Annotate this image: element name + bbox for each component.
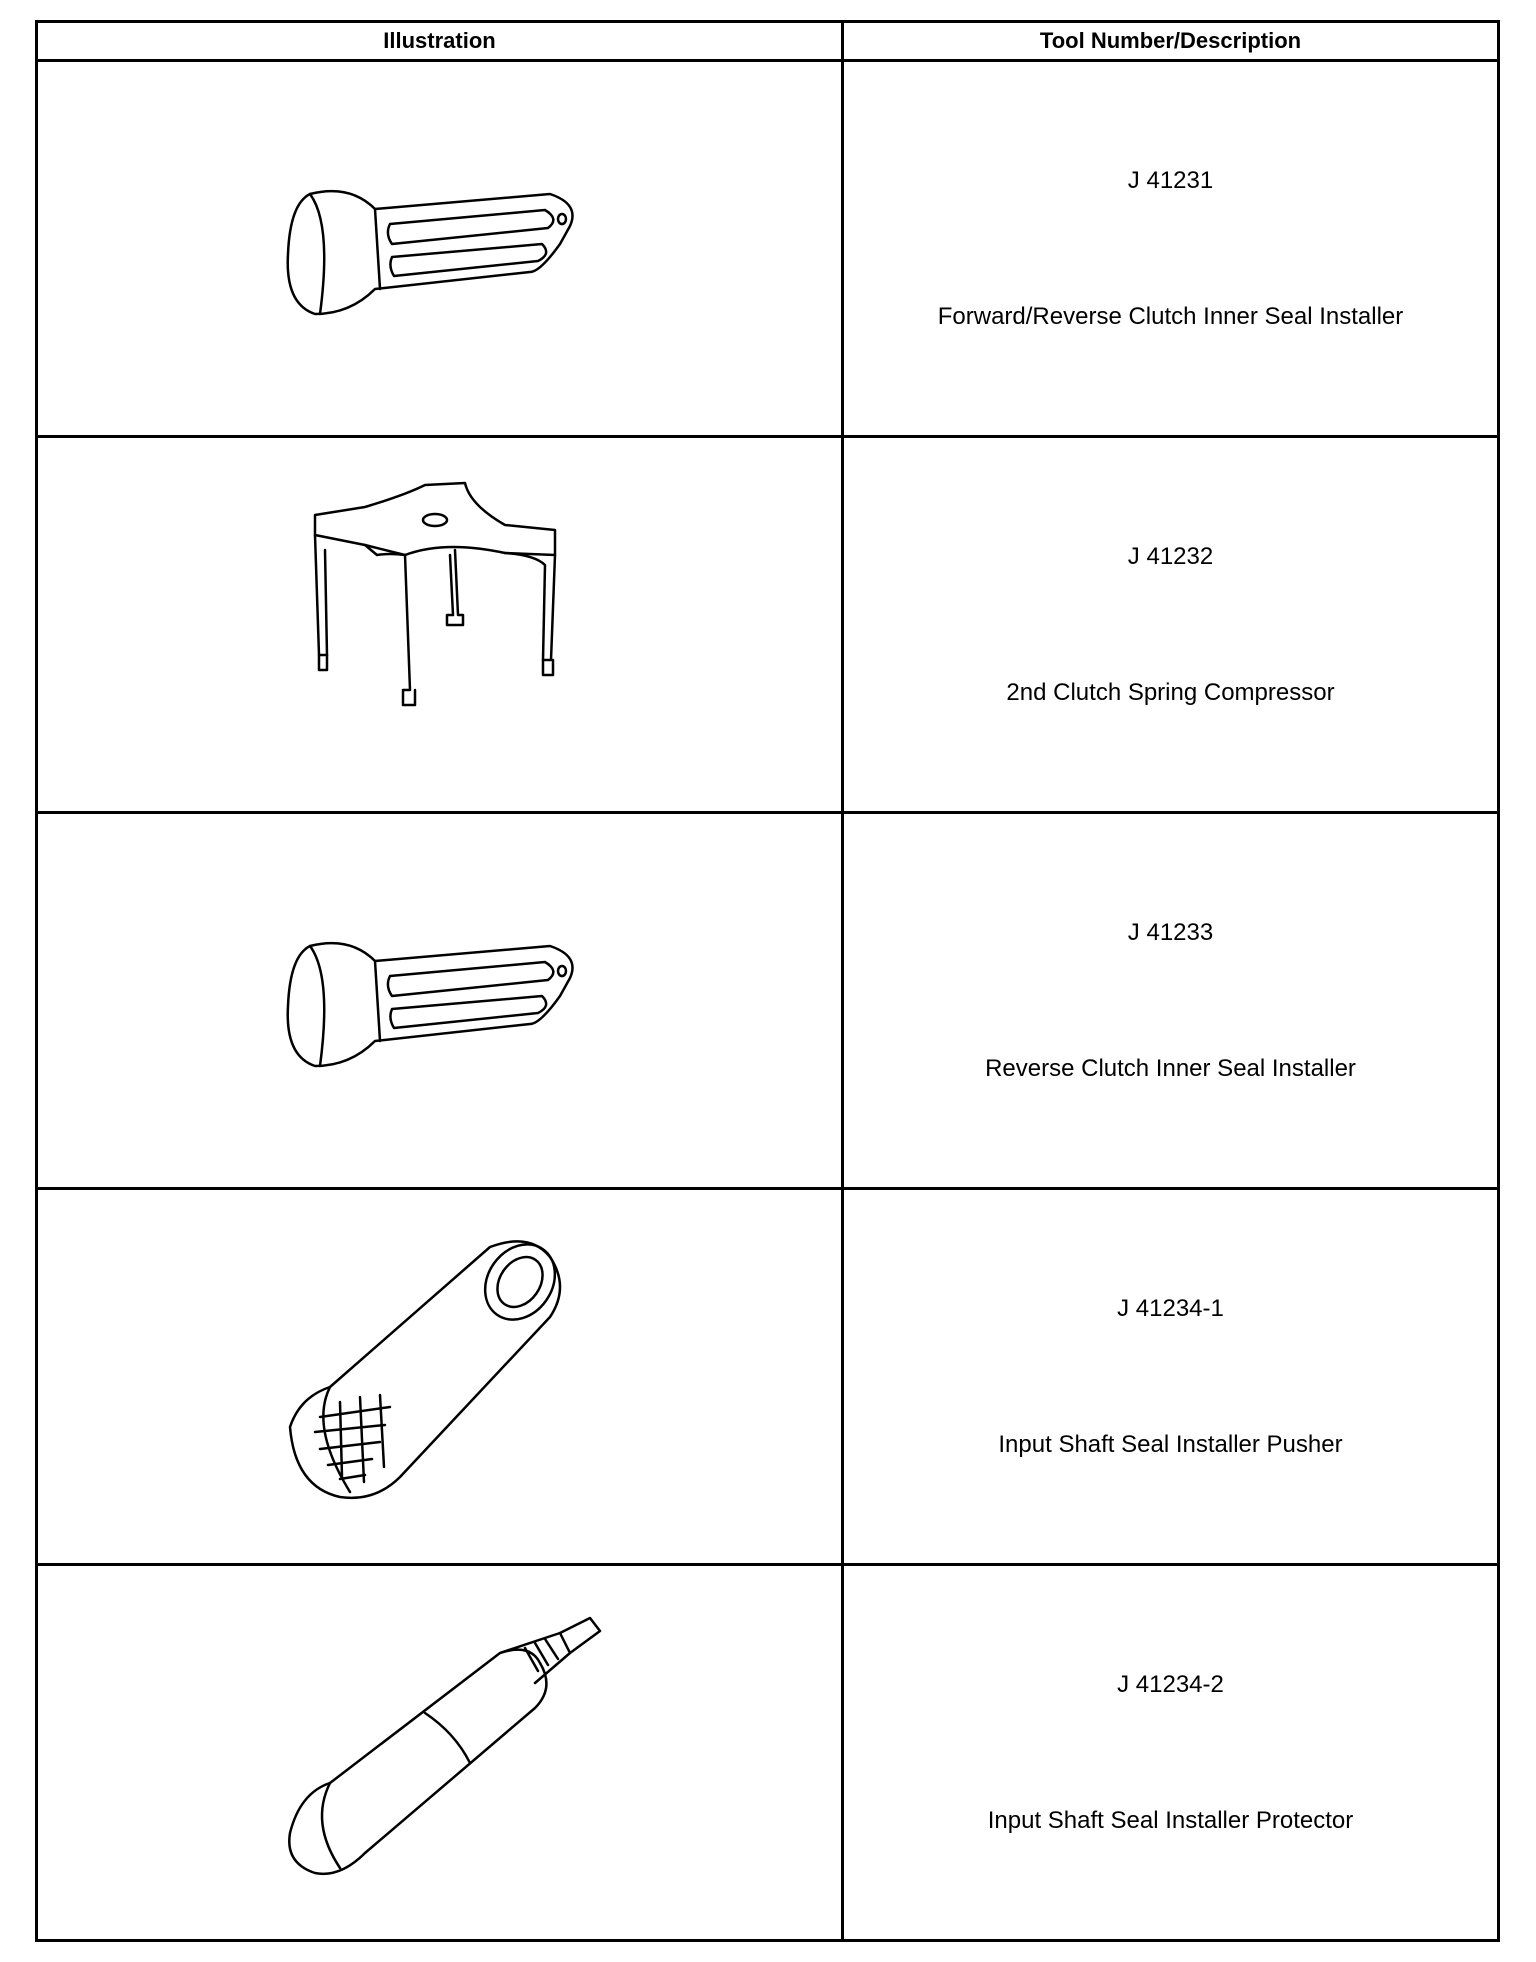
tool-number: J 41233 <box>1127 918 1214 946</box>
tool-info-cell <box>843 1189 1499 1565</box>
table-row <box>37 1565 1499 1941</box>
tool-description: Forward/Reverse Clutch Inner Seal Installer <box>937 302 1404 330</box>
seal-installer-pusher-icon <box>280 1227 600 1527</box>
table-row <box>37 437 1499 813</box>
table-row <box>37 1189 1499 1565</box>
seal-installer-handle-icon <box>280 164 600 334</box>
seal-installer-protector-icon <box>270 1613 610 1893</box>
illustration-cell <box>37 437 843 813</box>
tool-info-cell <box>843 813 1499 1189</box>
table-row <box>37 813 1499 1189</box>
tool-number: J 41231 <box>1127 166 1214 194</box>
tool-description: Input Shaft Seal Installer Protector <box>987 1806 1354 1834</box>
tool-number: J 41232 <box>1127 542 1214 570</box>
illustration-cell <box>37 1565 843 1941</box>
illustration-cell <box>37 813 843 1189</box>
spring-compressor-icon <box>305 475 575 775</box>
header-row <box>37 22 1499 61</box>
tool-description: Input Shaft Seal Installer Pusher <box>998 1430 1343 1458</box>
illustration-cell <box>37 1189 843 1565</box>
tool-number: J 41234-1 <box>1117 1294 1224 1322</box>
table-row <box>37 61 1499 437</box>
tool-header: Tool Number/Description <box>843 22 1499 61</box>
illustration-header: Illustration <box>37 22 843 61</box>
special-tools-table <box>35 20 1500 1942</box>
tool-number: J 41234-2 <box>1117 1670 1224 1698</box>
tool-description: Reverse Clutch Inner Seal Installer <box>985 1054 1356 1082</box>
tool-info-cell <box>843 437 1499 813</box>
tool-info-cell <box>843 61 1499 437</box>
illustration-cell <box>37 61 843 437</box>
tool-info-cell <box>843 1565 1499 1941</box>
tool-description: 2nd Clutch Spring Compressor <box>1006 678 1335 706</box>
seal-installer-handle-icon <box>280 916 600 1086</box>
